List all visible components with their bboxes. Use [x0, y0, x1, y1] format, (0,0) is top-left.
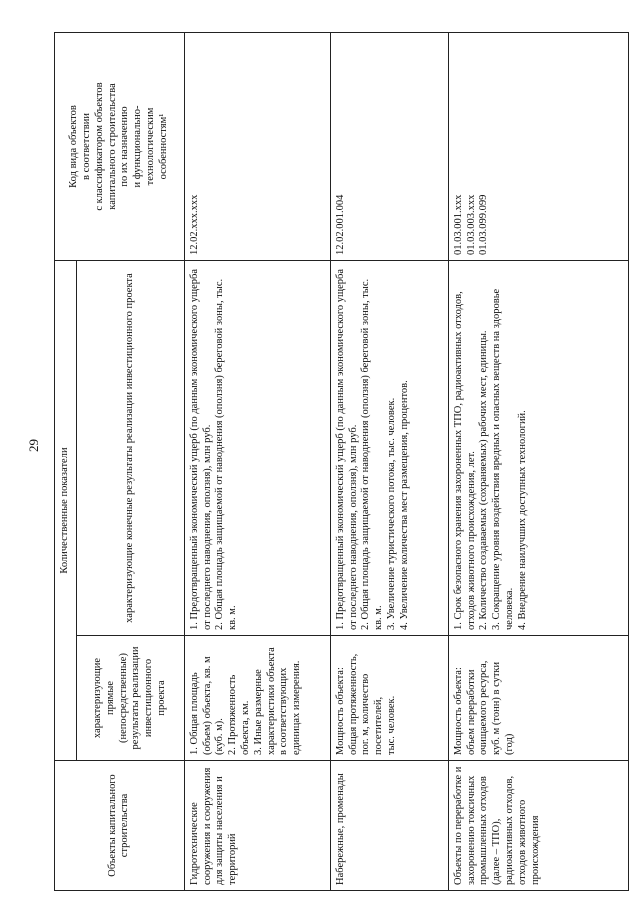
cell-line: 3. Иные размерные характеристики объекта в соответствующих единицах измерения. [252, 647, 303, 755]
cell-line: 2. Количество создаваемых (сохраняемых) рабочих мест, единицы. [478, 330, 490, 630]
cell-line: 1. Предотвращенный экономический ущерб (по данным экономического ущерба от последнего наводнения, оползня), млн руб. [334, 268, 359, 630]
cell-line: 12.02.001.004 [334, 194, 346, 255]
direct-cell [330, 636, 448, 761]
object-cell: Гидротехнические сооружения и сооружения для защиты населения и территорий [184, 761, 330, 891]
cell-line: 1. Предотвращенный экономический ущерб (по данным экономического ущерба от последнего наводнения, оползня), млн руб. [188, 268, 213, 630]
page-number: 29 [26, 439, 41, 452]
cell-line: общая протяженность, пог. м, количество посетителей, [347, 653, 385, 755]
header-row-1 [55, 33, 77, 891]
cell-line: 1. Срок безопасного хранения захороненных ТПО, радиоактивных отходов, отходов животного происхождения, лет. [452, 291, 477, 630]
code-header-line: по их назначению [119, 106, 131, 187]
indicators-table [54, 32, 629, 891]
header-direct: характеризующие прямые (непосредственные) результаты реализации инвестиционного проекта [76, 636, 184, 761]
code-header-line: в соответствии [81, 113, 92, 180]
final-cell [330, 261, 448, 636]
object-cell: Набережные, променады [330, 761, 448, 891]
code-cell [184, 33, 330, 261]
direct-cell [184, 636, 330, 761]
cell-line: 2. Общая площадь защищаемой от наводнения (оползня) береговой зоны, тыс. кв. м. [360, 278, 385, 630]
header-quantitative: Количественные показатели [55, 261, 77, 761]
cell-line: 01.03.003.xxx [465, 194, 477, 255]
cell-line: 01.03.099.099 [478, 194, 490, 255]
code-cell [448, 33, 628, 261]
cell-line: Мощность объекта: объем переработки очищаемого ресурса, куб. м (тонн) в сутки (год) [452, 660, 515, 755]
table-row [448, 33, 628, 891]
cell-line: тыс. человек. [385, 695, 397, 755]
cell-line: 01.03.001.xxx [452, 194, 464, 255]
header-final: характеризующие конечные результаты реализации инвестиционного проекта [76, 261, 184, 636]
code-header-line: капитального строительства [106, 83, 118, 210]
cell-line: 12.02.xxx.xxx [188, 194, 200, 255]
cell-line: 1. Общая площадь (объем) объекта, кв. м (куб. м). [188, 656, 226, 755]
table-row [330, 33, 448, 891]
cell-line: Мощность объекта: [334, 667, 346, 755]
rotated-table-container [54, 33, 626, 891]
code-header-line: особенностям¹ [157, 113, 169, 180]
table-row [184, 33, 330, 891]
cell-line: 4. Увеличение количества мест размещения, процентов. [398, 380, 410, 630]
final-cell [184, 261, 330, 636]
cell-line: 3. Увеличение туристического потока, тыс. человек. [385, 397, 397, 630]
header-objects: Объекты капитального строительства [55, 761, 185, 891]
cell-line: 2. Общая площадь защищаемой от наводнения (оползня) береговой зоны, тыс. кв. м. [214, 278, 239, 630]
code-header-lines [68, 38, 170, 255]
code-header-line: с классификатором объектов [93, 82, 105, 211]
object-cell: Объекты по переработке и захоронению токсичных промышленных отходов (далее – ТПО), радиоактивных отходов, отходов животного происхождения [448, 761, 628, 891]
code-cell [330, 33, 448, 261]
direct-cell [448, 636, 628, 761]
code-header-line: и функционально- [132, 105, 144, 188]
cell-line: 3. Сокращение уровня воздействия вредных и опасных веществ на здоровье человека. [491, 288, 515, 630]
cell-line: 4. Внедрение наилучших доступных технологий. [516, 410, 528, 630]
code-header-line: технологическим [144, 107, 156, 186]
code-header-line: Код вида объектов [68, 105, 80, 188]
cell-line: 2. Протяженность объекта, км. [227, 674, 251, 755]
header-code [55, 33, 185, 261]
final-cell [448, 261, 628, 636]
